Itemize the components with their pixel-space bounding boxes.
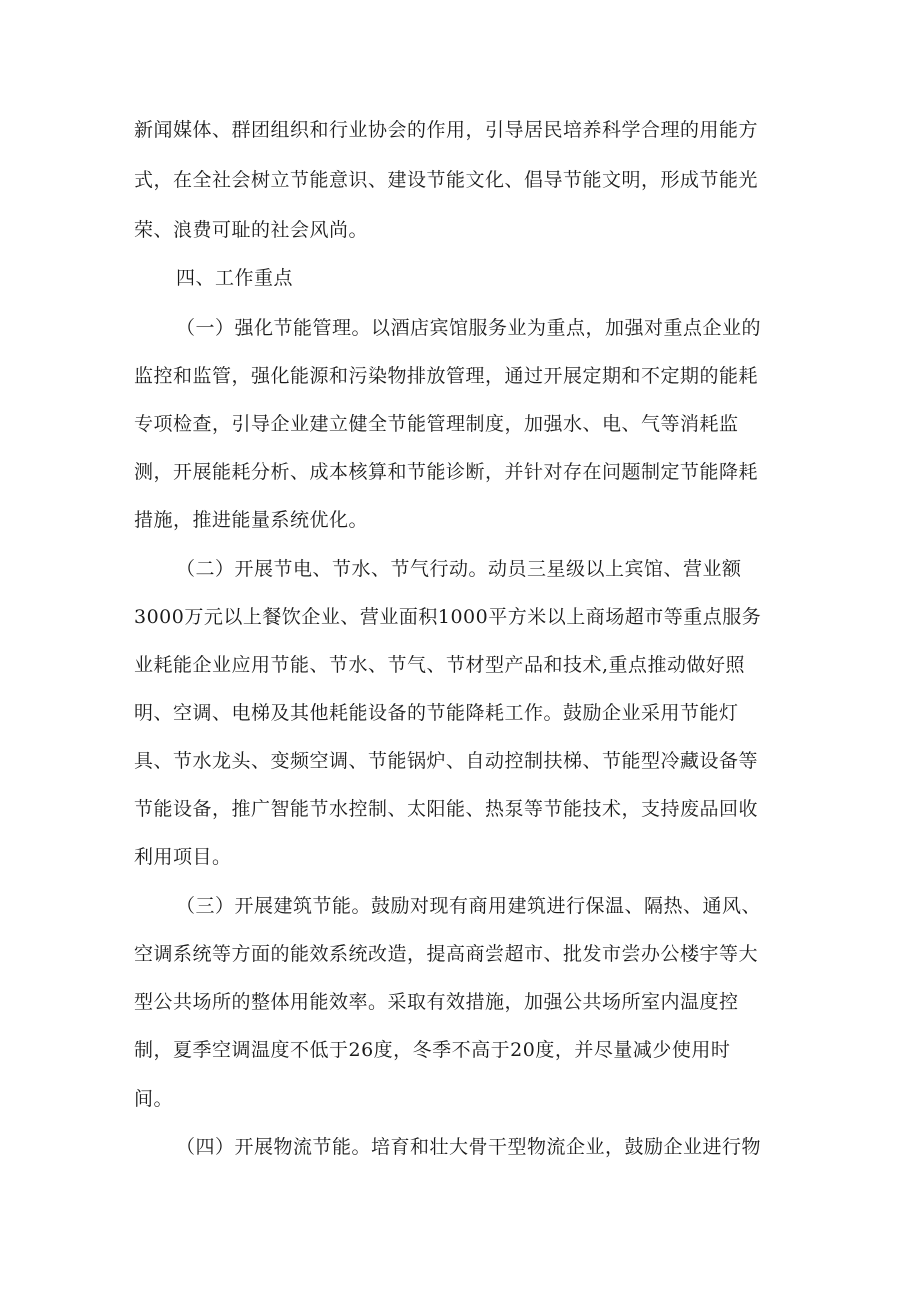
text-line: 利用项目。 [134, 846, 232, 868]
text-line: 监控和监管，强化能源和污染物排放管理，通过开展定期和不定期的能耗 [134, 365, 759, 387]
text-line: 新闻媒体、群团组织和行业协会的作用，引导居民培养科学合理的用能方 [134, 119, 759, 141]
text-line: 3000万元以上餐饮企业、营业面积1000平方米以上商场超市等重点服务 [134, 606, 762, 628]
text-line: （二）开展节电、节水、节气行动。动员三星级以上宾馆、营业额 [176, 558, 742, 580]
text-line: 间。 [134, 1088, 174, 1110]
text-line: 式，在全社会树立节能意识、建设节能文化、倡导节能文明，形成节能光 [134, 169, 759, 191]
section-heading: 四、工作重点 [176, 267, 294, 289]
text-line: 空调系统等方面的能效系统改造，提高商尝超市、批发市尝办公楼宇等大 [134, 943, 759, 965]
text-line: 专项检查，引导企业建立健全节能管理制度，加强水、电、气等消耗监 [134, 413, 739, 435]
text-line: （四）开展物流节能。培育和壮大骨干型物流企业，鼓励企业进行物 [176, 1136, 762, 1158]
text-line: （三）开展建筑节能。鼓励对现有商用建筑进行保温、隔热、通风、 [176, 895, 762, 917]
text-line: 制，夏季空调温度不低于26度，冬季不高于20度，并尽量减少使用时 [134, 1039, 731, 1061]
text-line: 型公共场所的整体用能效率。采取有效措施，加强公共场所室内温度控 [134, 991, 739, 1013]
text-line: （一）强化节能管理。以酒店宾馆服务业为重点，加强对重点企业的 [176, 317, 762, 339]
text-line: 具、节水龙头、变频空调、节能锅炉、自动控制扶梯、节能型冷藏设备等 [134, 750, 759, 772]
text-line: 测，开展能耗分析、成本核算和节能诊断，并针对存在问题制定节能降耗 [134, 461, 759, 483]
text-line: 明、空调、电梯及其他耗能设备的节能降耗工作。鼓励企业采用节能灯 [134, 702, 739, 724]
text-line: 荣、浪费可耻的社会风尚。 [134, 219, 369, 241]
text-line: 业耗能企业应用节能、节水、节气、节材型产品和技术,重点推动做好照 [134, 654, 746, 676]
text-line: 措施，推进能量系统优化。 [134, 509, 369, 531]
text-line: 节能设备，推广智能节水控制、太阳能、热泵等节能技术，支持废品回收 [134, 798, 759, 820]
